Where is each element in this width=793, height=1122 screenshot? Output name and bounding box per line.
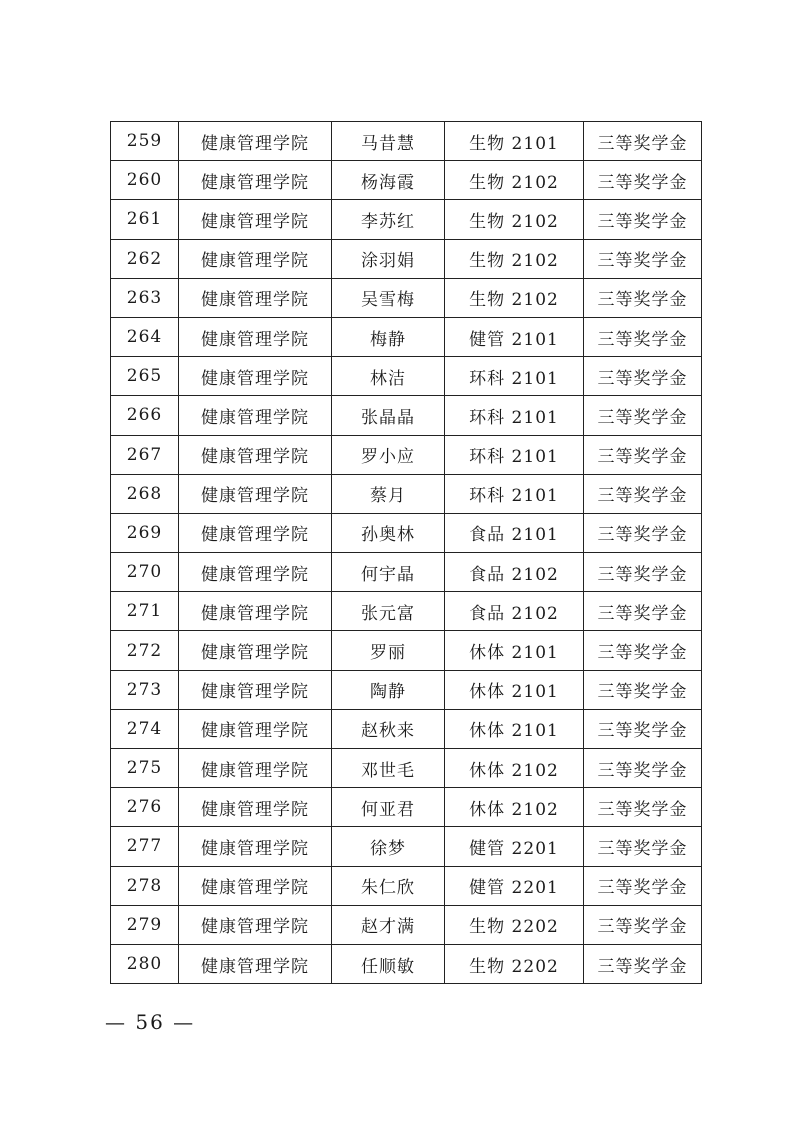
- cell-award: 三等奖学金: [584, 161, 702, 200]
- cell-number: 261: [111, 200, 179, 239]
- cell-class: 食品 2102: [445, 553, 584, 592]
- cell-number: 270: [111, 553, 179, 592]
- cell-award: 三等奖学金: [584, 631, 702, 670]
- cell-number: 272: [111, 631, 179, 670]
- cell-student-name: 罗小应: [332, 435, 445, 474]
- cell-award: 三等奖学金: [584, 905, 702, 944]
- cell-number: 266: [111, 396, 179, 435]
- cell-college: 健康管理学院: [179, 317, 332, 356]
- table-row: [111, 553, 702, 592]
- cell-class: 生物 2202: [445, 905, 584, 944]
- cell-number: 269: [111, 513, 179, 552]
- table-row: [111, 709, 702, 748]
- cell-student-name: 张元富: [332, 592, 445, 631]
- cell-number: 263: [111, 278, 179, 317]
- cell-class: 生物 2101: [445, 122, 584, 161]
- table-row: [111, 357, 702, 396]
- cell-class: 环科 2101: [445, 396, 584, 435]
- cell-class: 健管 2201: [445, 827, 584, 866]
- cell-class: 健管 2201: [445, 866, 584, 905]
- cell-class: 生物 2102: [445, 278, 584, 317]
- cell-number: 277: [111, 827, 179, 866]
- cell-number: 275: [111, 749, 179, 788]
- cell-college: 健康管理学院: [179, 278, 332, 317]
- cell-number: 262: [111, 239, 179, 278]
- cell-award: 三等奖学金: [584, 788, 702, 827]
- cell-award: 三等奖学金: [584, 239, 702, 278]
- cell-college: 健康管理学院: [179, 944, 332, 983]
- table-row: [111, 239, 702, 278]
- cell-college: 健康管理学院: [179, 670, 332, 709]
- cell-award: 三等奖学金: [584, 317, 702, 356]
- cell-student-name: 罗丽: [332, 631, 445, 670]
- table-row: [111, 670, 702, 709]
- cell-number: 259: [111, 122, 179, 161]
- cell-college: 健康管理学院: [179, 200, 332, 239]
- cell-class: 生物 2102: [445, 200, 584, 239]
- table-row: [111, 866, 702, 905]
- cell-college: 健康管理学院: [179, 553, 332, 592]
- table-row: [111, 631, 702, 670]
- cell-class: 食品 2101: [445, 513, 584, 552]
- cell-award: 三等奖学金: [584, 827, 702, 866]
- cell-student-name: 蔡月: [332, 474, 445, 513]
- cell-college: 健康管理学院: [179, 474, 332, 513]
- cell-number: 274: [111, 709, 179, 748]
- cell-award: 三等奖学金: [584, 513, 702, 552]
- cell-student-name: 邓世毛: [332, 749, 445, 788]
- cell-number: 267: [111, 435, 179, 474]
- cell-class: 生物 2102: [445, 239, 584, 278]
- cell-number: 268: [111, 474, 179, 513]
- scholarship-table: [110, 121, 702, 984]
- table-row: [111, 827, 702, 866]
- cell-college: 健康管理学院: [179, 357, 332, 396]
- cell-student-name: 陶静: [332, 670, 445, 709]
- cell-student-name: 吴雪梅: [332, 278, 445, 317]
- table-row: [111, 749, 702, 788]
- cell-award: 三等奖学金: [584, 278, 702, 317]
- cell-number: 271: [111, 592, 179, 631]
- cell-college: 健康管理学院: [179, 749, 332, 788]
- cell-student-name: 梅静: [332, 317, 445, 356]
- cell-college: 健康管理学院: [179, 435, 332, 474]
- cell-student-name: 李苏红: [332, 200, 445, 239]
- cell-college: 健康管理学院: [179, 592, 332, 631]
- cell-class: 健管 2101: [445, 317, 584, 356]
- cell-student-name: 赵才满: [332, 905, 445, 944]
- table-row: [111, 122, 702, 161]
- cell-student-name: 杨海霞: [332, 161, 445, 200]
- cell-class: 休体 2101: [445, 670, 584, 709]
- cell-number: 276: [111, 788, 179, 827]
- cell-college: 健康管理学院: [179, 631, 332, 670]
- table-row: [111, 317, 702, 356]
- cell-class: 食品 2102: [445, 592, 584, 631]
- table-row: [111, 161, 702, 200]
- cell-college: 健康管理学院: [179, 161, 332, 200]
- cell-class: 环科 2101: [445, 357, 584, 396]
- cell-class: 休体 2101: [445, 709, 584, 748]
- cell-student-name: 涂羽娟: [332, 239, 445, 278]
- cell-award: 三等奖学金: [584, 435, 702, 474]
- cell-award: 三等奖学金: [584, 357, 702, 396]
- cell-class: 休体 2102: [445, 788, 584, 827]
- cell-award: 三等奖学金: [584, 553, 702, 592]
- cell-student-name: 林洁: [332, 357, 445, 396]
- cell-student-name: 朱仁欣: [332, 866, 445, 905]
- cell-award: 三等奖学金: [584, 670, 702, 709]
- cell-number: 260: [111, 161, 179, 200]
- table-row: [111, 474, 702, 513]
- cell-student-name: 何亚君: [332, 788, 445, 827]
- cell-award: 三等奖学金: [584, 474, 702, 513]
- cell-class: 环科 2101: [445, 474, 584, 513]
- cell-college: 健康管理学院: [179, 866, 332, 905]
- table-body: [111, 122, 702, 984]
- cell-number: 273: [111, 670, 179, 709]
- cell-college: 健康管理学院: [179, 788, 332, 827]
- cell-student-name: 徐梦: [332, 827, 445, 866]
- table-row: [111, 278, 702, 317]
- cell-college: 健康管理学院: [179, 239, 332, 278]
- cell-class: 休体 2102: [445, 749, 584, 788]
- cell-number: 264: [111, 317, 179, 356]
- cell-class: 环科 2101: [445, 435, 584, 474]
- page-number: — 56 —: [105, 1010, 196, 1034]
- cell-student-name: 马昔慧: [332, 122, 445, 161]
- cell-class: 生物 2202: [445, 944, 584, 983]
- cell-college: 健康管理学院: [179, 513, 332, 552]
- cell-college: 健康管理学院: [179, 709, 332, 748]
- cell-number: 280: [111, 944, 179, 983]
- cell-number: 279: [111, 905, 179, 944]
- scholarship-table-container: [110, 121, 696, 984]
- cell-award: 三等奖学金: [584, 396, 702, 435]
- table-row: [111, 396, 702, 435]
- cell-award: 三等奖学金: [584, 200, 702, 239]
- table-row: [111, 513, 702, 552]
- cell-class: 生物 2102: [445, 161, 584, 200]
- cell-student-name: 孙奥林: [332, 513, 445, 552]
- cell-student-name: 任顺敏: [332, 944, 445, 983]
- cell-college: 健康管理学院: [179, 905, 332, 944]
- cell-college: 健康管理学院: [179, 396, 332, 435]
- cell-college: 健康管理学院: [179, 827, 332, 866]
- table-row: [111, 592, 702, 631]
- cell-number: 278: [111, 866, 179, 905]
- cell-award: 三等奖学金: [584, 944, 702, 983]
- cell-class: 休体 2101: [445, 631, 584, 670]
- table-row: [111, 944, 702, 983]
- cell-award: 三等奖学金: [584, 866, 702, 905]
- table-row: [111, 788, 702, 827]
- cell-award: 三等奖学金: [584, 122, 702, 161]
- cell-student-name: 何宇晶: [332, 553, 445, 592]
- cell-award: 三等奖学金: [584, 749, 702, 788]
- table-row: [111, 905, 702, 944]
- cell-award: 三等奖学金: [584, 709, 702, 748]
- cell-student-name: 张晶晶: [332, 396, 445, 435]
- cell-award: 三等奖学金: [584, 592, 702, 631]
- cell-student-name: 赵秋来: [332, 709, 445, 748]
- cell-number: 265: [111, 357, 179, 396]
- table-row: [111, 200, 702, 239]
- cell-college: 健康管理学院: [179, 122, 332, 161]
- table-row: [111, 435, 702, 474]
